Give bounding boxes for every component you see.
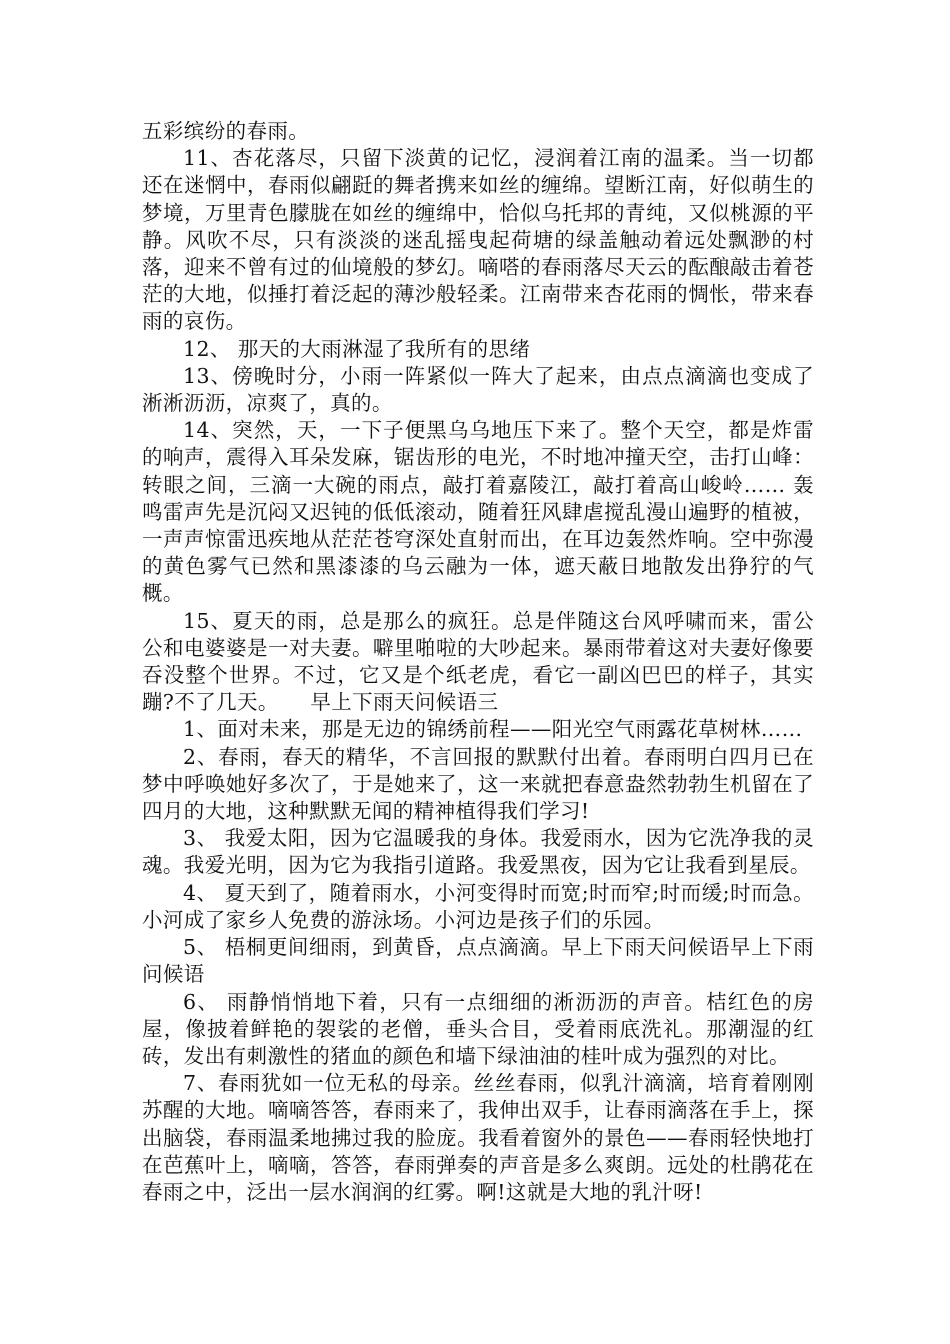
paragraph-12: 12、 那天的大雨淋湿了我所有的思绪 [183,336,531,361]
paragraph-4: 4、 夏天到了，随着雨水，小河变得时而宽;时而窄;时而缓;时而急。小河成了家乡人免费的游泳场。小河边是孩子们的乐园。 [142,880,814,932]
paragraph-5: 5、 梧桐更间细雨，到黄昏，点点滴滴。早上下雨天问候语早上下雨问候语 [142,935,814,987]
paragraph-0-continuation: 五彩缤纷的春雨。 [142,119,310,143]
document-body [142,118,814,1206]
paragraph-11: 11、杏花落尽，只留下淡黄的记忆，浸润着江南的温柔。当一切都还在迷惘中，春雨似翩跹的舞者携来如丝的缠绵。望断江南，好似萌生的梦境，万里青色朦胧在如丝的缠绵中，恰似乌托邦的青纯，又似桃源的平静。风吹不尽，只有淡淡的迷乱摇曳起荷塘的绿盖触动着远处飘渺的村落，迎来不曾有过的仙境般的梦幻。嘀嗒的春雨落尽天云的酝酿敲击着苍茫的大地，似捶打着泛起的薄沙般轻柔。江南带来杏花雨的惆怅，带来春雨的哀伤。 [142,146,814,334]
paragraph-2: 2、春雨，春天的精华，不言回报的默默付出着。春雨明白四月已在梦中呼唤她好多次了，于是她来了，这一来就把春意盎然勃勃生机留在了四月的大地，这种默默无闻的精神植得我们学习! [142,744,814,824]
paragraph-7: 7、春雨犹如一位无私的母亲。丝丝春雨，似乳汁滴滴，培育着刚刚苏醒的大地。嘀嘀答答，春雨来了，我伸出双手，让春雨滴落在手上，探出脑袋，春雨温柔地拂过我的脸庞。我看着窗外的景色——春雨轻快地打在芭蕉叶上，嘀嘀，答答，春雨弹奏的声音是多么爽朗。远处的杜鹃花在春雨之中，泛出一层水润润的红雾。啊!这就是大地的乳汁呀! [142,1071,814,1204]
paragraph-14: 14、突然，天，一下子便黑乌乌地压下来了。整个天空，都是炸雷的响声，震得入耳朵发麻，锯齿形的电光，不时地冲撞天空，击打山峰：转眼之间，三滴一大碗的雨点，敲打着嘉陵江，敲打着高山峻岭…… 轰鸣雷声先是沉闷又迟钝的低低滚动，随着狂风肆虐搅乱漫山遍野的植被，一声声惊雷迅疾地从茫茫苍穹深处直射而出，在耳边轰然炸响。空中弥漫的黄色雾气已然和黑漆漆的乌云融为一体，遮天蔽日地散发出狰狞的气概。 [142,418,814,606]
paragraph-1: 1、面对未来，那是无边的锦绣前程——阳光空气雨露花草树林…… [183,717,803,742]
paragraph-6: 6、 雨静悄悄地下着，只有一点细细的淅沥沥的声音。桔红色的房屋，像披着鲜艳的袈裟的老僧，垂头合目，受着雨底洗礼。那潮湿的红砖，发出有刺激性的猪血的颜色和墙下绿油油的桂叶成为强烈的对比。 [142,989,814,1068]
paragraph-3: 3、 我爱太阳，因为它温暖我的身体。我爱雨水，因为它洗净我的灵魂。我爱光明，因为它为我指引道路。我爱黑夜，因为它让我看到星辰。 [142,826,814,878]
paragraph-15: 15、夏天的雨，总是那么的疯狂。总是伴随这台风呼啸而来，雷公公和电婆婆是一对夫妻。噼里啪啦的大吵起来。暴雨带着这对夫妻好像要吞没整个世界。不过，它又是个纸老虎，看它一副凶巴巴的样子，其实蹦?不了几天。 早上下雨天问候语三 [142,608,814,715]
paragraph-13: 13、傍晚时分，小雨一阵紧似一阵大了起来，由点点滴滴也变成了淅淅沥沥，凉爽了，真的。 [142,363,814,416]
